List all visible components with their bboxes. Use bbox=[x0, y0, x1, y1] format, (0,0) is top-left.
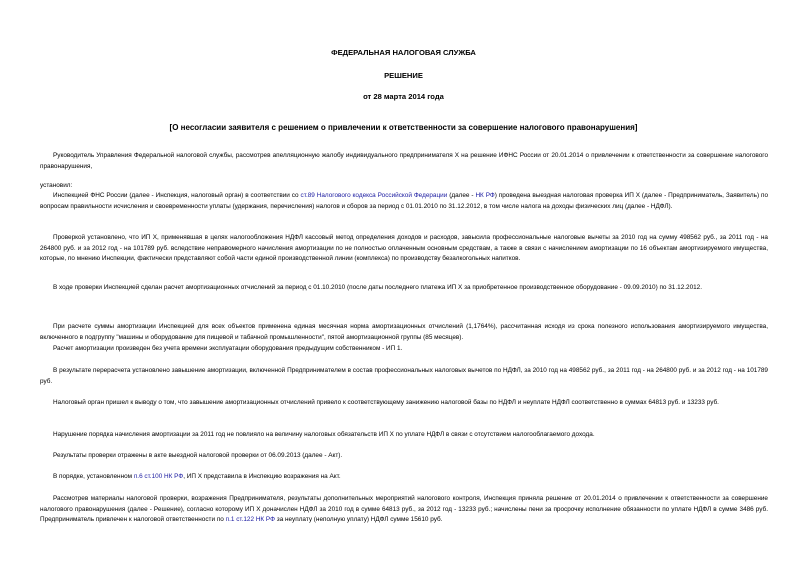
paragraph-objections bbox=[40, 472, 768, 483]
paragraph-decision bbox=[40, 494, 768, 526]
paragraph-established: установил: bbox=[40, 182, 73, 189]
tax-code-p6-art100-link[interactable]: п.6 ст.100 НК РФ bbox=[133, 473, 184, 480]
paragraph-findings: Проверкой установлено, что ИП Х, применявшая в целях налогообложения НДФЛ кассовый метод определения доходов и расходов, завысила профессиональные налоговые вычеты за 2010 год на сумму 498562 руб., за 2011 год - на 264800 руб. и за 2012 год - на 101789 руб. вследствие неправомерного начисления амортизации по не полностью оплаченным основным средствам, а также в связи с начислением амортизации по 16 объектам амортизируемого имущества, которые, по мнению Инспекции, фактически представляют собой части единой производственной линии (комплекса) по производству безалкогольных напитков. bbox=[40, 234, 768, 263]
tax-code-p1-art122-link[interactable]: п.1 ст.122 НК РФ bbox=[225, 516, 275, 524]
paragraph-text: В порядке, установленном bbox=[53, 473, 133, 480]
paragraph-text: Рассмотрев материалы налоговой проверки, возражения Предпринимателя, результаты дополнительных мероприятий налогового контроля, Инспекция приняла решение от 20.01.2014 о привлечении к ответственности за совершение налогового правонарушения (далее - Решение), согласно которому ИП Х доначислен НДФЛ за 2010 год в сумме 64813 руб., за 2012 год - 13233 руб.; начислены пени за просрочку исполнение обязанности по уплате НДФЛ в сумме 3486 руб. Предприниматель привлечен к налоговой ответственности по bbox=[40, 495, 768, 524]
tax-code-article-link[interactable]: ст.89 Налогового кодекса Российской Федерации bbox=[300, 192, 448, 199]
doc-subject: [О несогласии заявителя с решением о привлечении к ответственности за совершение налогового правонарушения] bbox=[169, 123, 638, 132]
paragraph-rate: При расчете суммы амортизации Инспекцией для всех объектов применена единая месячная норма амортизационных отчислений (1,1764%), рассчитанная исходя из срока полезного использования амортизируемого имущества, включенного в подгруппу "машины и оборудование для пищевой и табачной промышленности", пятой амортизационной группы (85 месяцев). bbox=[40, 323, 768, 341]
paragraph-recalculation: В результате перерасчета установлено завышение амортизации, включенной Предпринимателем в состав профессиональных налоговых вычетов по НДФЛ, за 2010 год на 498562 руб., за 2011 год - на 264800 руб. и за 2012 год - на 101789 руб. bbox=[40, 367, 768, 385]
paragraph-intro: Руководитель Управления Федеральной налоговой службы, рассмотрев апелляционную жалобу индивидуального предпринимателя Х на решение ИФНС России от 20.01.2014 о привлечении к ответственности за совершение налогового правонарушения, bbox=[40, 152, 768, 170]
paragraph-inspection bbox=[40, 191, 768, 212]
doc-type-title: РЕШЕНИЕ bbox=[384, 71, 423, 80]
paragraph-text: (далее - bbox=[449, 192, 474, 199]
paragraph-text: , ИП Х представила в Инспекцию возражения на Акт. bbox=[183, 473, 341, 480]
paragraph-act: Результаты проверки отражены в акте выездной налоговой проверки от 06.09.2013 (далее - Акт). bbox=[53, 452, 343, 459]
paragraph-text: за неуплату (неполную уплату) НДФЛ сумме 15610 руб. bbox=[276, 516, 443, 524]
paragraph-2011: Нарушение порядка начисления амортизации за 2011 год не повлияло на величину налоговых обязательств ИП Х по уплате НДФЛ в связи с отсутствием налогооблагаемого дохода. bbox=[53, 431, 595, 438]
paragraph-previous-owner: Расчет амортизации произведен без учета времени эксплуатации оборудования предыдущим собственником - ИП 1. bbox=[53, 345, 403, 352]
doc-date: от 28 марта 2014 года bbox=[363, 92, 444, 101]
paragraph-text: ) проведена выездная налоговая проверка ИП Х (далее - Предприниматель, Заявитель) по вопросам правильности исчисления и своевременности уплаты (удержания, перечисления) налогов и сборов за период с 01.01.2010 по 31.12.2012, в том числе налога на доходы физических лиц (далее - НДФЛ). bbox=[40, 192, 769, 210]
agency-title: ФЕДЕРАЛЬНАЯ НАЛОГОВАЯ СЛУЖБА bbox=[331, 48, 476, 57]
tax-code-link[interactable]: НК РФ bbox=[475, 192, 495, 199]
paragraph-calculation: В ходе проверки Инспекцией сделан расчет амортизационных отчислений за период с 01.10.2010 (после даты последнего платежа ИП Х за приобретенное производственное оборудование - 09.09.2010) по 31.12.2012. bbox=[53, 284, 703, 291]
paragraph-text: Инспекцией ФНС России (далее - Инспекция, налоговый орган) в соответствии со bbox=[53, 192, 299, 199]
paragraph-conclusion: Налоговый орган пришел к выводу о том, что завышение амортизационных отчислений привело к соответствующему занижению налоговой базы по НДФЛ и неуплате НДФЛ соответственно в суммах 64813 руб. и 13233 руб. bbox=[53, 399, 719, 406]
